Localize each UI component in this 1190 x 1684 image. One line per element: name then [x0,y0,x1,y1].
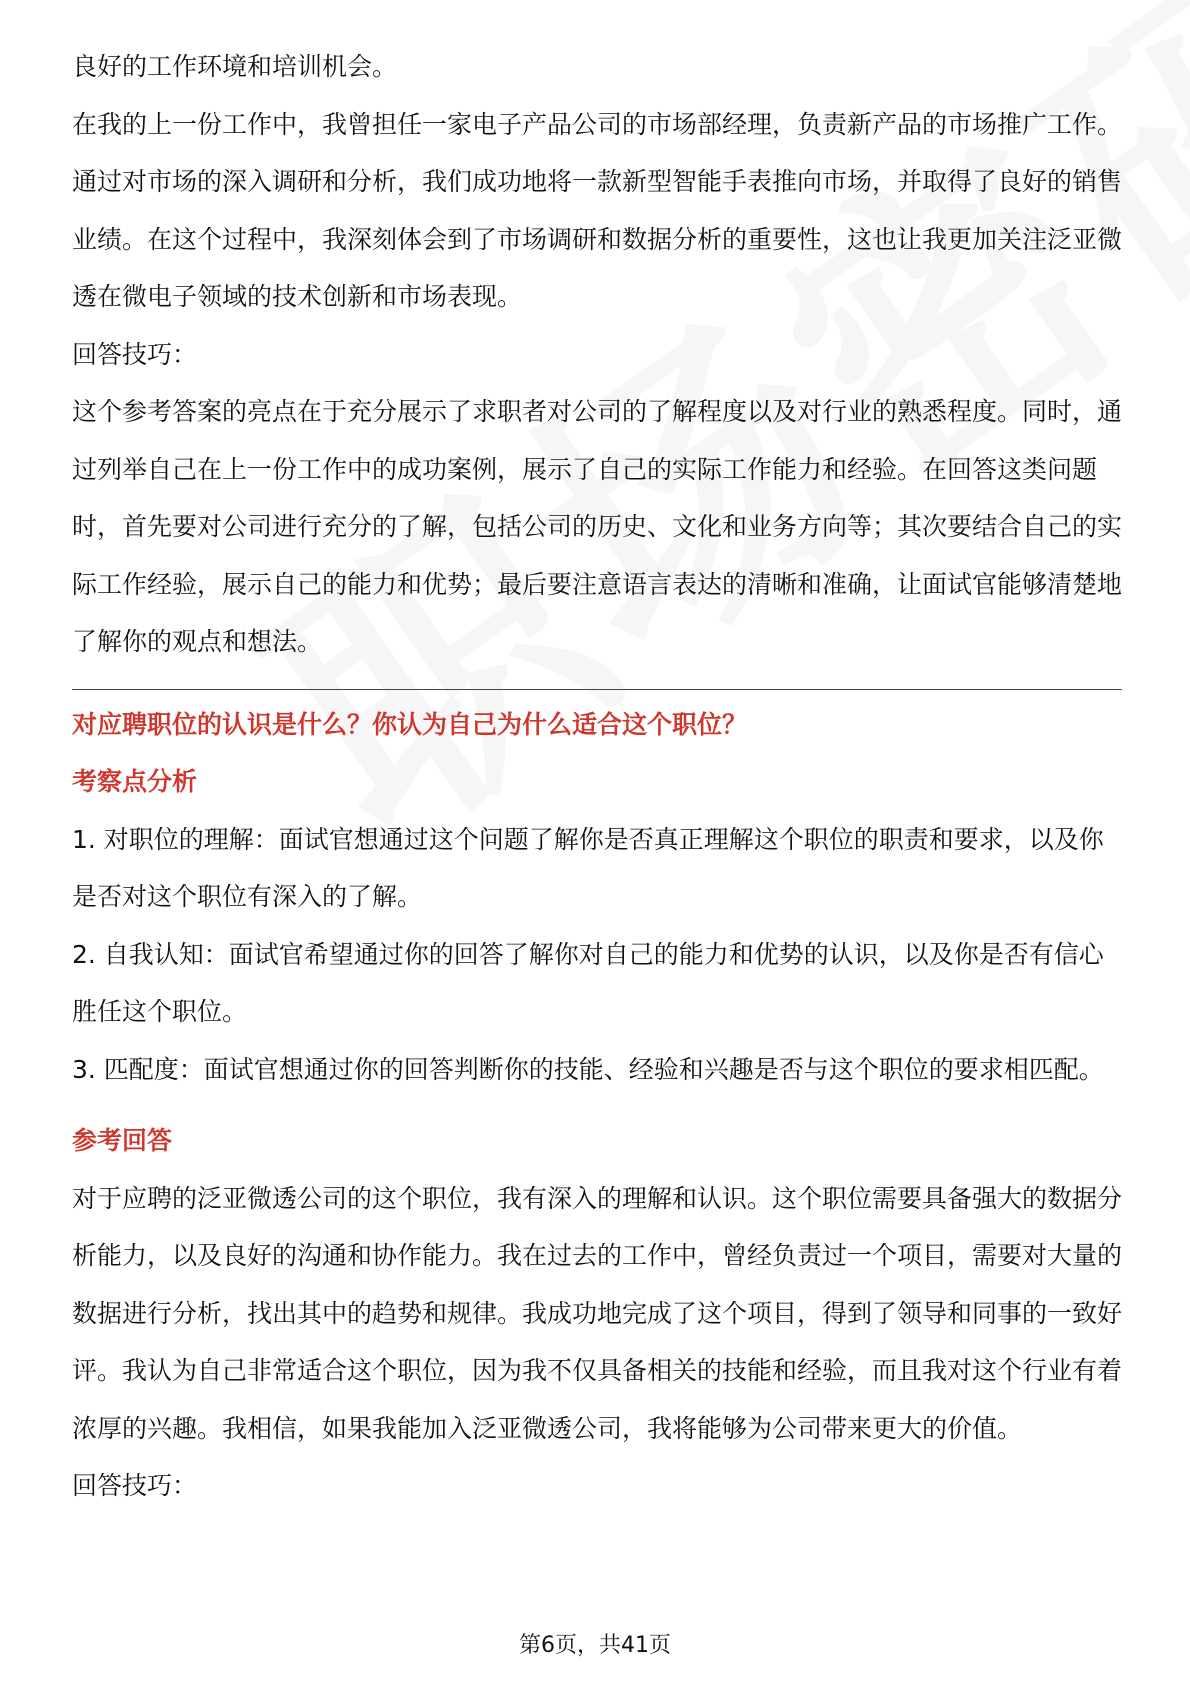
analysis-item-3: 3. 匹配度：面试官想通过你的回答判断你的技能、经验和兴趣是否与这个职位的要求相匹配。 [72,1054,1104,1084]
page-footer: 第6页，共41页 [519,1633,671,1658]
paragraph-previous-job: 在我的上一份工作中，我曾担任一家电子产品公司的市场部经理，负责新产品的市场推广工作。通过对市场的深入调研和分析，我们成功地将一款新型智能手表推向市场，并取得了良好的销售业绩。在这个过程中，我深刻体会到了市场调研和数据分析的重要性，这也让我更加关注泛亚微透在微电子领域的技术创新和市场表现。 [72,109,1123,311]
paragraph-closing-line: 良好的工作环境和培训机会。 [72,52,398,81]
analysis-item-2: 2. 自我认知：面试官希望通过你的回答了解你对自己的能力和优势的认识，以及你是否有信心胜任这个职位。 [72,939,1104,1026]
analysis-item-1: 1. 对职位的理解：面试官想通过这个问题了解你是否真正理解这个职位的职责和要求，以及你是否对这个职位有深入的了解。 [72,824,1104,911]
tips-label-1: 回答技巧： [72,339,198,369]
answer-heading: 参考回答 [72,1126,173,1155]
section-divider [72,689,1122,690]
document-body [72,38,1122,1515]
paragraph-tips-1: 这个参考答案的亮点在于充分展示了求职者对公司的了解程度以及对行业的熟悉程度。同时，通过列举自己在上一份工作中的成功案例，展示了自己的实际工作能力和经验。在回答这类问题时，首先要对公司进行充分的了解，包括公司的历史、文化和业务方向等；其次要结合自己的实际工作经验，展示自己的能力和优势；最后要注意语言表达的清晰和准确，让面试官能够清楚地了解你的观点和想法。 [72,397,1123,656]
answer-paragraph: 对于应聘的泛亚微透公司的这个职位，我有深入的理解和认识。这个职位需要具备强大的数据分析能力，以及良好的沟通和协作能力。我在过去的工作中，曾经负责过一个项目，需要对大量的数据进行分析，找出其中的趋势和规律。我成功地完成了这个项目，得到了领导和同事的一致好评。我认为自己非常适合这个职位，因为我不仅具备相关的技能和经验，而且我对这个行业有着浓厚的兴趣。我相信，如果我能加入泛亚微透公司，我将能够为公司带来更大的价值。 [72,1183,1123,1443]
question-title: 对应聘职位的认识是什么？你认为自己为什么适合这个职位？ [72,709,748,739]
tips-label-2: 回答技巧： [72,1471,198,1500]
analysis-heading: 考察点分析 [72,767,198,796]
